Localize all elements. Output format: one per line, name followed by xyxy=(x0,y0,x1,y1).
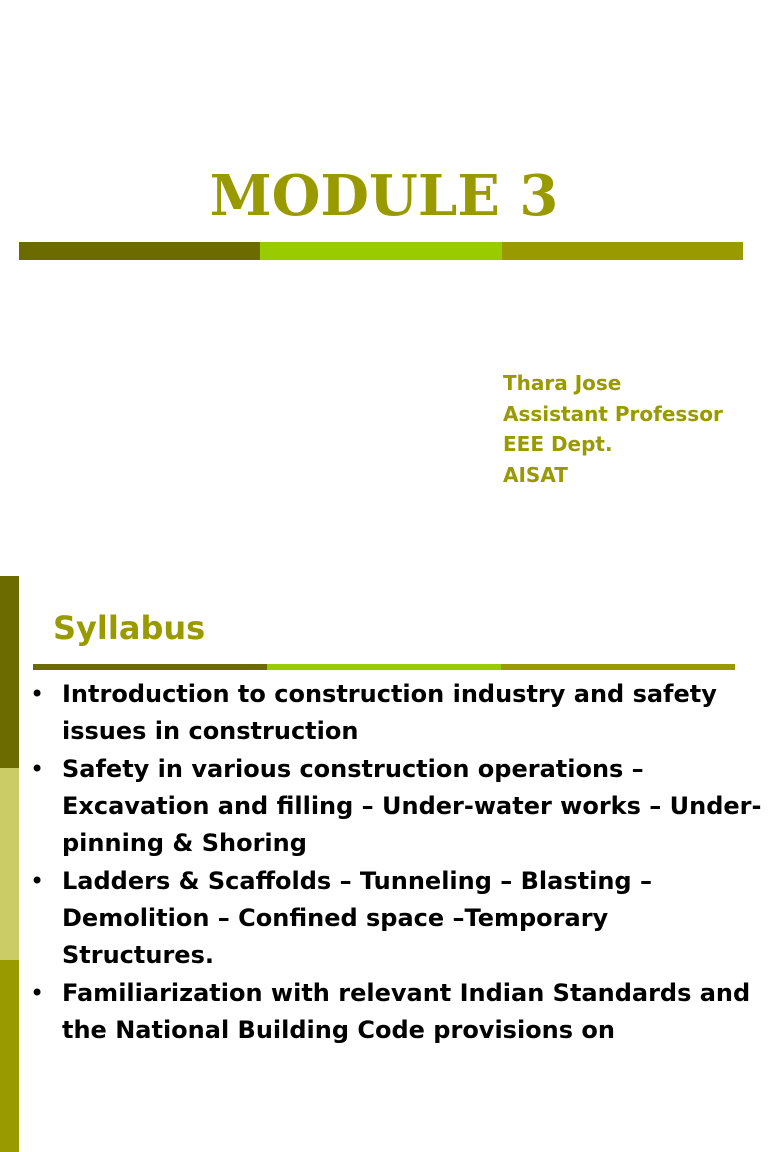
divider-segment-olive xyxy=(502,242,743,260)
list-item-text: Ladders & Scaffolds – Tunneling – Blasting – Demolition – Confined space –Temporary Structures. xyxy=(62,867,652,969)
divider-segment-lime xyxy=(260,242,501,260)
list-item-text: Familiarization with relevant Indian Standards and the National Building Code provisions on xyxy=(62,979,751,1044)
list-item xyxy=(30,975,768,1049)
accent-segment-light xyxy=(0,768,19,960)
author-institution: AISAT xyxy=(503,462,568,487)
bullet-icon: • xyxy=(30,755,45,783)
bullet-icon: • xyxy=(30,680,45,708)
divider-segment-dark xyxy=(33,664,267,670)
list-item-text: Introduction to construction industry and safety issues in construction xyxy=(62,680,717,745)
left-accent-bar xyxy=(0,576,19,1152)
accent-segment-olive xyxy=(0,960,19,1152)
title-divider-bar xyxy=(19,242,743,260)
divider-segment-lime xyxy=(267,664,501,670)
author-position: Assistant Professor xyxy=(503,401,723,426)
syllabus-list xyxy=(30,676,768,1050)
heading-divider-bar xyxy=(33,664,735,670)
author-block xyxy=(503,368,723,490)
accent-segment-dark xyxy=(0,576,19,768)
list-item xyxy=(30,863,768,974)
syllabus-heading: Syllabus xyxy=(53,609,206,647)
divider-segment-olive xyxy=(501,664,735,670)
author-department: EEE Dept. xyxy=(503,432,613,456)
list-item xyxy=(30,676,768,750)
divider-segment-dark xyxy=(19,242,260,260)
author-name: Thara Jose xyxy=(503,371,622,395)
bullet-icon: • xyxy=(30,867,45,895)
list-item-text: Safety in various construction operations – Excavation and filling – Under-water works – Under-pinning & Shoring xyxy=(62,755,762,857)
slide-title: MODULE 3 xyxy=(209,163,559,229)
syllabus-slide xyxy=(0,576,768,1044)
bullet-icon: • xyxy=(30,979,45,1007)
list-item xyxy=(30,751,768,862)
